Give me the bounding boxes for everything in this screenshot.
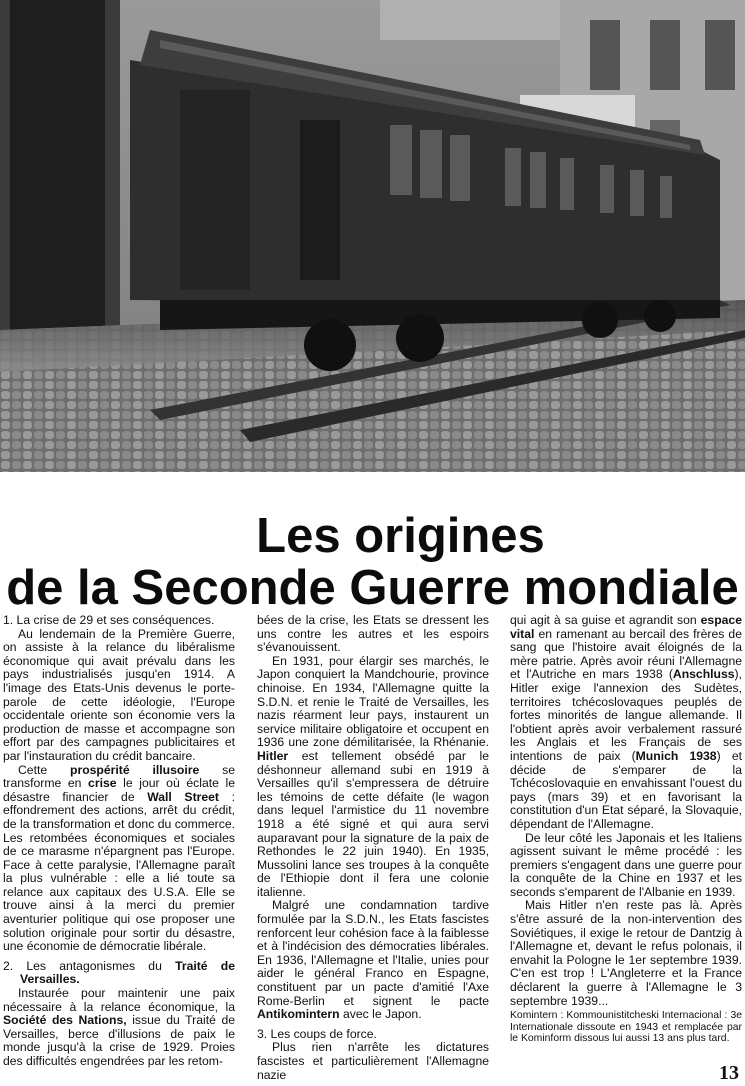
paragraph: En 1931, pour élargir ses marchés, le Japon conquiert la Mandchourie, province chinoise. En 1934, l'Allemagne quitte la S.D.N. et renie le Traité de Versailles, les nazis réarment leur pays, instaurent un service militaire obligatoire et occupent en 1936 une zone démilitarisée, la Rhénanie. Hitler est tellement obsédé par le déshonneur allemand subi en 1919 à Versailles qu'il s'empressera de détruire les témoins de cette défaite (le wagon dans lequel l'armistice du 11 novembre 1918 a été signé et qui aura servi auparavant pour la signature de la paix de Rethondes le 22 juin 1940). En 1935, Mussolini lance ses troupes à la conquête de l'Ethiopie dont il fera une colonie italienne. (257, 653, 489, 899)
paragraph: qui agit à sa guise et agrandit son espace vital en ramenant au bercail des frères de sang que l'histoire avait éloignés de la mère patrie. Après avoir réuni l'Allemagne et l'Autriche en mars 1938 (Anschluss), Hitler exige l'annexion des Sudètes, territoires tchécoslovaques peuplés de fortes minorités de langue allemande. Il l'obtient après avoir verbalement rassuré les Anglais et les Français de ses intentions de paix (Munich 1938) et décide de s'emparer de la Tchécoslovaquie en envahissant l'ouest du pays (mars 39) et en favorisant la constitution d'un Etat séparé, la Slovaquie, dépendant de l'Allemagne. (510, 613, 742, 831)
paragraph: Malgré une condamnation tardive formulée par la S.D.N., les Etats fascistes renforcent leur cohésion face à la faiblesse et à l'indécision des démocraties libérales. En 1936, l'Allemagne et l'Italie, unies pour aider le général Franco en Espagne, constituent par un pacte d'amitié l'Axe Rome-Berlin et signent le pacte Antikomintern avec le Japon. (257, 898, 489, 1022)
page-number: 13 (719, 1062, 739, 1084)
paragraph: Cette prospérité illusoire se transforme en crise le jour où éclate le désastre financier de Wall Street : effondrement des actions, arrêt du crédit, de la transformation et donc du commerce. Les retombées économiques et sociales de ce marasme n'épargnent pas l'Europe. Face à cette paralysie, l'Allemagne paraît la plus vulnérable : elle a lié toute sa relance aux capitaux des U.S.A. Elle se trouve ainsi à la merci du premier aventurier politique qui ose proposer une solution originale pour sortir du désastre, une économie de démocratie libérale. (3, 762, 235, 954)
paragraph: De leur côté les Japonais et les Italiens agissent suivant le même procédé : les premiers s'engagent dans une guerre pour la conquête de la Chine en 1937 et les seconds s'emparent de l'Albanie en 1939. (510, 830, 742, 899)
paragraph: bées de la crise, les Etats se dressent les uns contre les autres et les espoirs s'évanouissent. (257, 613, 489, 655)
wagon-illustration (0, 0, 745, 472)
paragraph: Mais Hitler n'en reste pas là. Après s'être assuré de la non-intervention des Soviétiques, il exige le retour de Dantzig à l'Allemagne et, devant le refus polonais, il envahit la Pologne le 1er septembre 1939. C'en est trop ! L'Angleterre et la France déclarent la guerre à l'Allemagne le 3 septembre 1939... (510, 898, 742, 1008)
paragraph: Au lendemain de la Première Guerre, on assiste à la relance du libéralisme économique qui avait prévalu dans les pays industrialisés jusqu'en 1914. A l'image des Etats-Unis devenus le porte-parole de cette idéologie, l'Europe occidentale oriente son économie vers la production de masse et accompagne son effort par des campagnes publicitaires et par l'instauration du crédit bancaire. (3, 626, 235, 763)
column-1 (3, 614, 235, 1069)
column-3 (510, 614, 742, 1044)
page-title-line2: de la Seconde Guerre mondiale (6, 561, 739, 615)
page-title-line1: Les origines (256, 509, 545, 563)
footnote-komintern: Komintern : Kommounistitcheski Internacional : 3e Internationale dissoute en 1943 et remplacée par le Kominform dissous lui aussi 13 ans plus tard. (510, 1010, 742, 1045)
column-2 (257, 614, 489, 1082)
section-heading-1: 1. La crise de 29 et ses conséquences. (3, 613, 215, 627)
photo-armistice-wagon (0, 0, 745, 472)
paragraph: Plus rien n'arrête les dictatures fascistes et particulièrement l'Allemagne nazie (257, 1040, 489, 1082)
section-heading-3: 3. Les coups de force. (257, 1026, 377, 1041)
paragraph: Instaurée pour maintenir une paix nécessaire à la relance économique, la Société des Nations, issue du Traité de Versailles, berce d'illusions de paix le monde jusqu'à la crise de 1929. Proies des difficultés engendrées par les retom- (3, 986, 235, 1068)
section-heading-2: 2. Les antagonismes du Traité de Versailles. (3, 958, 236, 987)
